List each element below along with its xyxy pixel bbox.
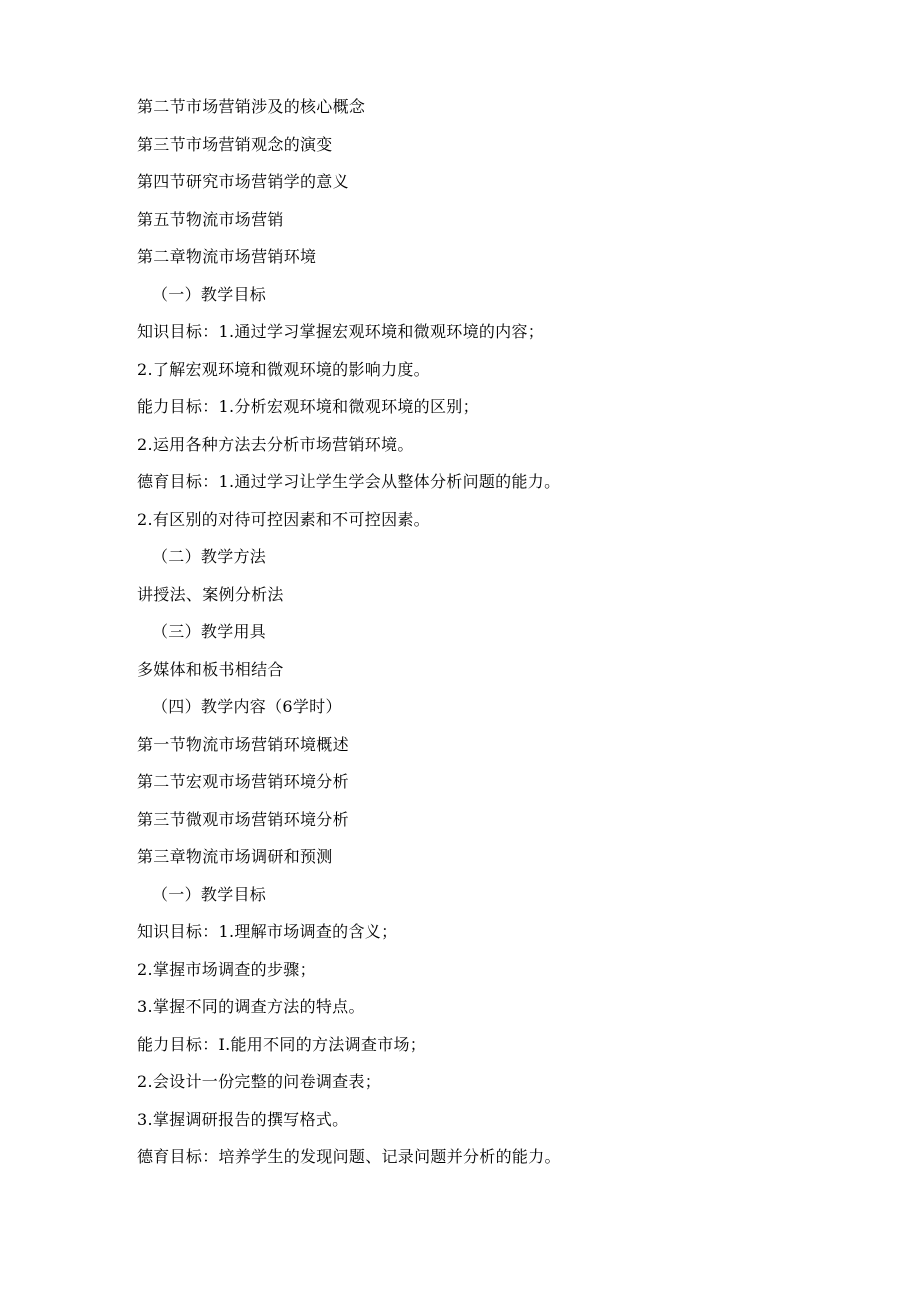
text-line: 能力目标：1.分析宏观环境和微观环境的区别； (137, 397, 479, 416)
text-line: 第三章物流市场调研和预测 (137, 847, 333, 866)
text-line: 第三节微观市场营销环境分析 (137, 809, 349, 829)
text-line: 第五节物流市场营销 (137, 209, 284, 229)
document-body (137, 94, 837, 1182)
text-line: 知识目标：1.通过学习掌握宏观环境和微观环境的内容； (137, 322, 545, 341)
text-line: 2.运用各种方法去分析市场营销环境。 (137, 434, 414, 454)
text-line: 德育目标：培养学生的发现问题、记录问题并分析的能力。 (137, 1147, 561, 1166)
text-line: 讲授法、案例分析法 (137, 584, 284, 604)
section-heading: （一）教学目标 (152, 284, 267, 304)
section-heading: （二）教学方法 (152, 547, 267, 566)
text-line: 第二节宏观市场营销环境分析 (137, 772, 349, 791)
text-line: 多媒体和板书相结合 (137, 659, 284, 679)
text-line: 2.掌握市场调查的步骤； (137, 959, 316, 979)
section-heading: （三）教学用具 (152, 622, 267, 641)
text-line: 2.了解宏观环境和微观环境的影响力度。 (137, 359, 430, 379)
text-line: 第二章物流市场营销环境 (137, 247, 317, 266)
section-heading: （四）教学内容（6学时） (152, 697, 342, 716)
text-line: 3.掌握调研报告的撰写格式。 (137, 1109, 349, 1129)
text-line: 第四节研究市场营销学的意义 (137, 172, 349, 191)
text-line: 2.有区别的对待可控因素和不可控因素。 (137, 509, 430, 529)
text-line: 第三节市场营销观念的演变 (137, 134, 333, 154)
text-line: 第一节物流市场营销环境概述 (137, 734, 349, 754)
text-line: 能力目标：I.能用不同的方法调查市场； (137, 1034, 427, 1054)
text-line: 2.会设计一份完整的问卷调查表； (137, 1072, 382, 1091)
text-line: 第二节市场营销涉及的核心概念 (137, 97, 366, 116)
text-line: 3.掌握不同的调查方法的特点。 (137, 997, 365, 1016)
text-line: 德育目标：1.通过学习让学生学会从整体分析问题的能力。 (137, 472, 561, 491)
section-heading: （一）教学目标 (152, 884, 267, 904)
text-line: 知识目标：1.理解市场调查的含义； (137, 922, 398, 941)
